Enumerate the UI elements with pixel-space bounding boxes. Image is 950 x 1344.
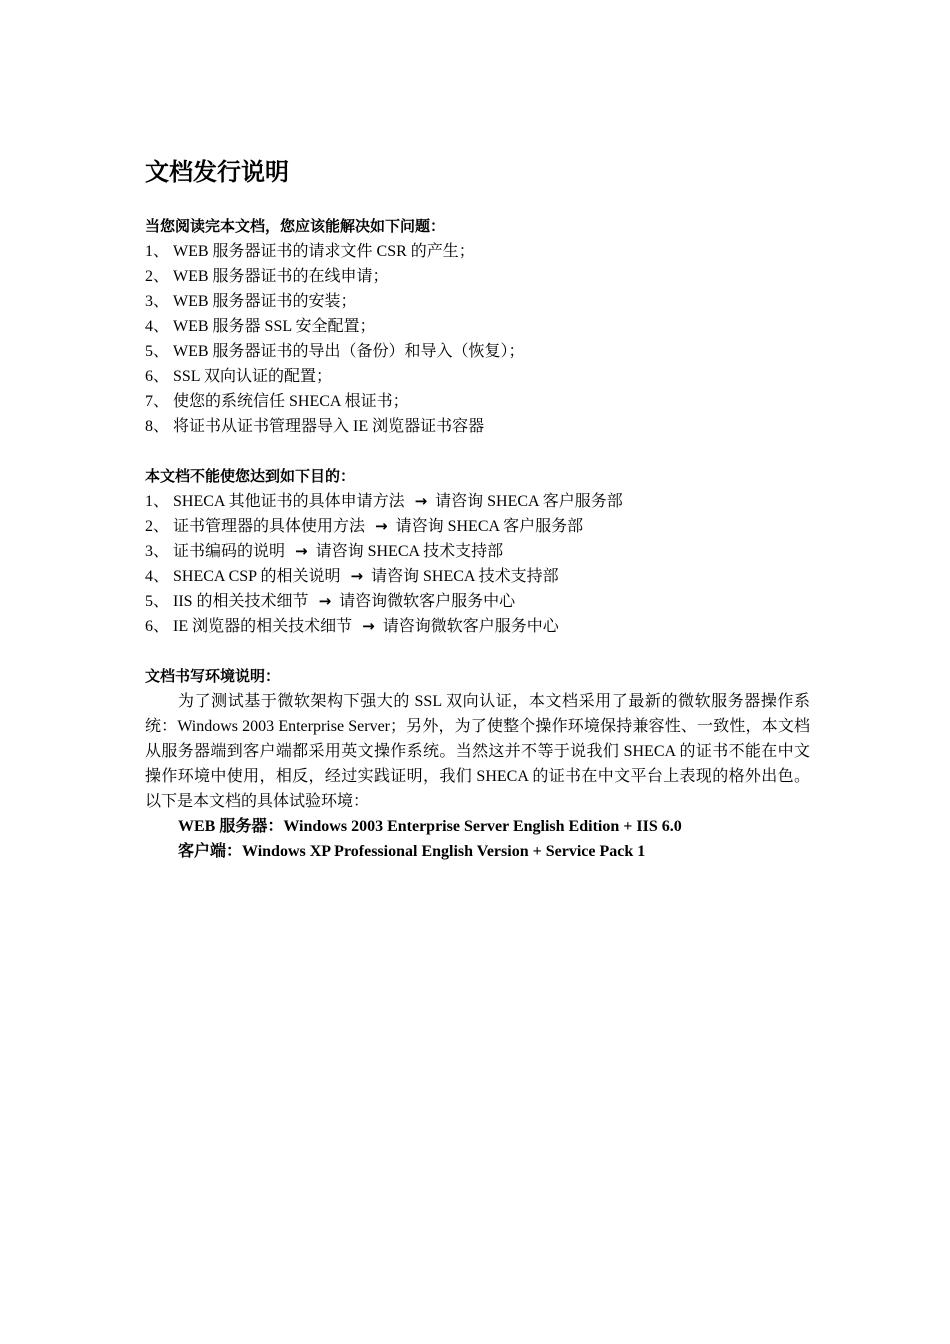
list-target: 请咨询微软客户服务中心: [382, 618, 559, 635]
list-item: [145, 539, 810, 564]
list-text: 使您的系统信任 SHECA 根证书；: [173, 393, 409, 410]
list-item: [145, 514, 810, 539]
section-heading-cannot-do: 本文档不能使您达到如下目的：: [145, 467, 356, 485]
list-text: 证书管理器的具体使用方法: [173, 518, 366, 535]
list-number: 6、: [145, 618, 170, 635]
list-number: 2、: [145, 518, 170, 535]
list-text: IE 浏览器的相关技术细节: [173, 618, 353, 635]
list-item: [145, 339, 810, 364]
list-number: 5、: [145, 593, 170, 610]
list-item: [145, 364, 810, 389]
list-target: 请咨询 SHECA 技术支持部: [315, 543, 504, 560]
list-text: SSL 双向认证的配置；: [173, 368, 332, 385]
arrow-right-icon: →: [318, 592, 332, 610]
list-item: [145, 589, 810, 614]
arrow-right-icon: →: [414, 492, 428, 510]
list-number: 7、: [145, 393, 170, 410]
list-target: 请咨询微软客户服务中心: [339, 593, 516, 610]
arrow-right-icon: →: [350, 567, 364, 585]
list-number: 1、: [145, 243, 170, 260]
list-text: WEB 服务器证书的在线申请；: [173, 268, 389, 285]
list-text: 将证书从证书管理器导入 IE 浏览器证书容器: [173, 418, 485, 435]
list-item: [145, 389, 810, 414]
list-item: [145, 314, 810, 339]
list-item: [145, 489, 810, 514]
list-target: 请咨询 SHECA 客户服务部: [395, 518, 584, 535]
list-text: WEB 服务器证书的导出（备份）和导入（恢复）；: [173, 343, 525, 360]
list-text: WEB 服务器证书的请求文件 CSR 的产生；: [173, 243, 475, 260]
arrow-right-icon: →: [375, 517, 388, 535]
list-number: 2、: [145, 268, 170, 285]
list-number: 8、: [145, 418, 170, 435]
list-number: 4、: [145, 568, 170, 585]
section-spacer: [145, 439, 810, 464]
env-web-server: WEB 服务器：Windows 2003 Enterprise Server English Edition + IIS 6.0: [178, 818, 682, 835]
list-item: [145, 289, 810, 314]
list-target: 请咨询 SHECA 技术支持部: [371, 568, 559, 585]
list-text: SHECA CSP 的相关说明: [173, 568, 341, 585]
section-heading-can-solve: 当您阅读完本文档，您应该能解决如下问题：: [145, 217, 446, 235]
arrow-right-icon: →: [362, 617, 375, 635]
document-page: [145, 152, 810, 864]
list-item: [145, 414, 810, 439]
list-number: 3、: [145, 293, 170, 310]
can-solve-list: [145, 239, 810, 439]
list-text: WEB 服务器 SSL 安全配置；: [173, 318, 376, 335]
list-item: [145, 614, 810, 639]
list-number: 4、: [145, 318, 170, 335]
list-number: 3、: [145, 543, 170, 560]
environment-paragraph: 为了测试基于微软架构下强大的 SSL 双向认证，本文档采用了最新的微软服务器操作系统：Windows 2003 Enterprise Server；另外，为了使整个操作环境保持兼容性、一致性，本文档从服务器端到客户端都采用英文操作系统。当然这并不等于说我们 SHECA 的证书不能在中文操作环境中使用，相反，经过实践证明，我们 SHECA 的证书在中文平台上表现的格外出色。以下是本文档的具体试验环境：: [145, 693, 810, 810]
list-item: [145, 264, 810, 289]
list-text: 证书编码的说明: [173, 543, 286, 560]
list-number: 6、: [145, 368, 170, 385]
list-number: 1、: [145, 493, 170, 510]
document-title: 文档发行说明: [145, 158, 289, 186]
env-client: 客户端：Windows XP Professional English Version + Service Pack 1: [178, 843, 646, 860]
list-item: [145, 564, 810, 589]
section-spacer: [145, 639, 810, 664]
list-text: WEB 服务器证书的安装；: [173, 293, 357, 310]
list-target: 请咨询 SHECA 客户服务部: [435, 493, 623, 510]
list-item: [145, 239, 810, 264]
list-number: 5、: [145, 343, 170, 360]
section-heading-environment: 文档书写环境说明：: [145, 667, 281, 685]
arrow-right-icon: →: [295, 542, 308, 560]
list-text: IIS 的相关技术细节: [173, 593, 309, 610]
cannot-do-list: [145, 489, 810, 639]
list-text: SHECA 其他证书的具体申请方法: [173, 493, 405, 510]
